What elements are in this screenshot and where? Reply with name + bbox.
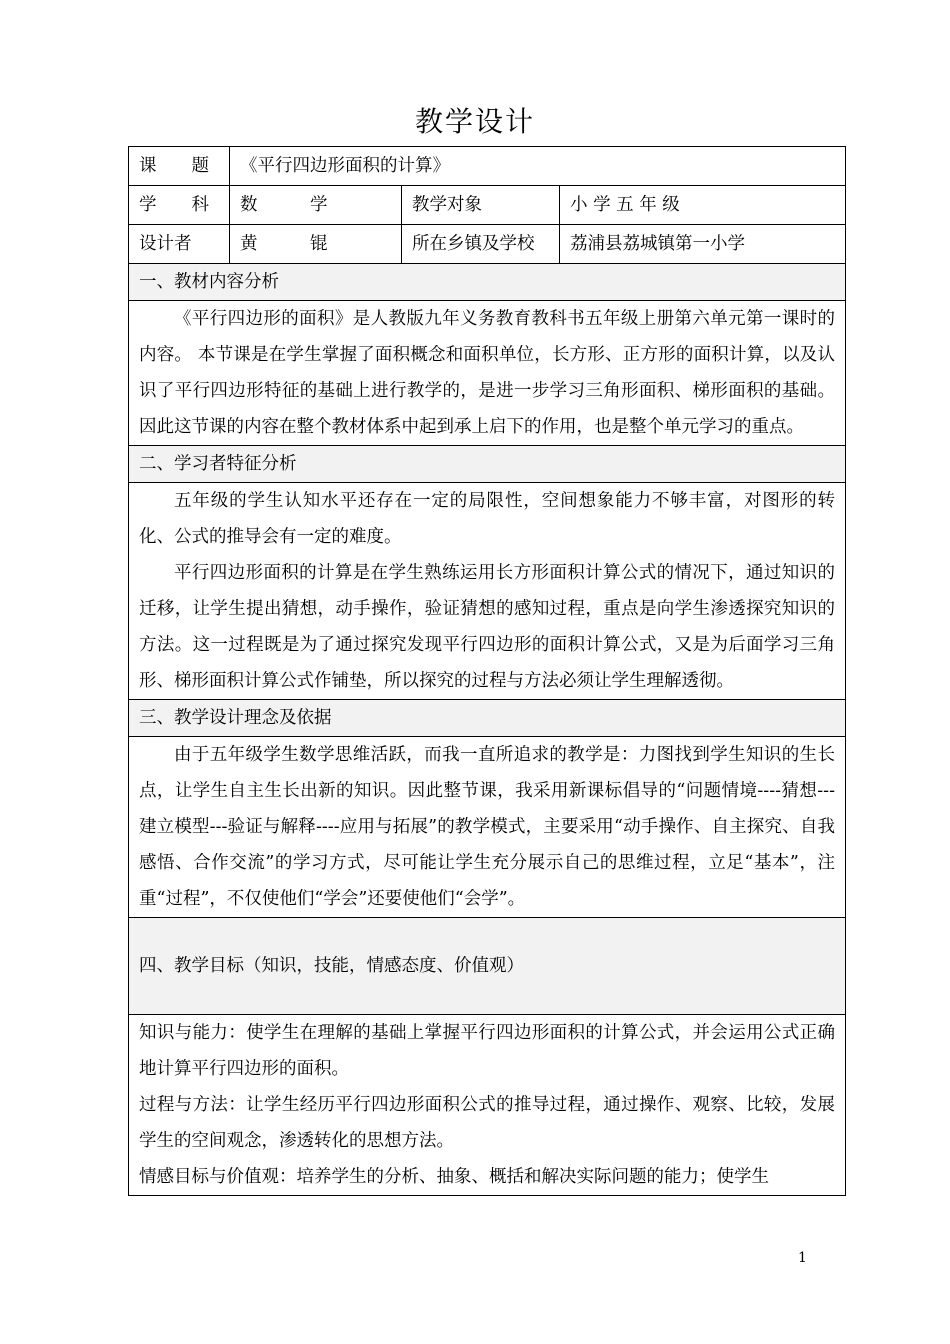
page-number: 1 (798, 1250, 807, 1266)
objective-knowledge: 知识与能力：使学生在理解的基础上掌握平行四边形面积的计算公式，并会运用公式正确地计算平行四边形的面积。 (139, 1023, 835, 1079)
objective-process: 过程与方法：让学生经历平行四边形面积公式的推导过程，通过操作、观察、比较，发展学生的空间观念，渗透转化的思想方法。 (139, 1095, 835, 1151)
section-2-heading: 二、学习者特征分析 (129, 446, 846, 483)
topic-label: 课 题 (129, 147, 230, 186)
section-2-body-row (129, 483, 846, 700)
section-3-body-row (129, 737, 846, 918)
section-3-heading: 三、教学设计理念及依据 (129, 700, 846, 737)
section-4-body (129, 1015, 846, 1196)
section-4-heading-row (129, 918, 846, 1015)
page-title: 教学设计 (414, 105, 535, 138)
section-1-heading: 一、教材内容分析 (129, 264, 846, 301)
section-1-body (129, 301, 846, 446)
subject-label: 学 科 (129, 186, 230, 225)
section-2-body (129, 483, 846, 700)
topic-value: 《平行四边形面积的计算》 (230, 147, 846, 186)
section-2-heading-row (129, 446, 846, 483)
designer-label: 设计者 (129, 225, 230, 264)
section-3-paragraph: 由于五年级学生数学思维活跃，而我一直所追求的教学是：力图找到学生知识的生长点，让学生自主生长出新的知识。因此整节课，我采用新课标倡导的“问题情境----猜想---建立模型---验证与解释----应用与拓展”的教学模式，主要采用“动手操作、自主探究、自我感悟、合作交流”的学习方式，尽可能让学生充分展示自己的思维过程，立足“基本”，注重“过程”，不仅使他们“学会”还要使他们“会学”。 (139, 745, 835, 909)
section-1-body-row (129, 301, 846, 446)
subject-row (129, 186, 846, 225)
section-3-heading-row (129, 700, 846, 737)
section-1-paragraph: 《平行四边形的面积》是人教版九年义务教育教科书五年级上册第六单元第一课时的内容。 本节课是在学生掌握了面积概念和面积单位，长方形、正方形的面积计算，以及认识了平行四边形特征的基础上进行教学的，是进一步学习三角形面积、梯形面积的基础。因此这节课的内容在整个教材体系中起到承上启下的作用，也是整个单元学习的重点。 (139, 309, 835, 437)
section-2-paragraph-2: 平行四边形面积的计算是在学生熟练运用长方形面积计算公式的情况下，通过知识的迁移，让学生提出猜想，动手操作，验证猜想的感知过程，重点是向学生渗透探究知识的方法。这一过程既是为了通过探究发现平行四边形的面积计算公式，又是为后面学习三角形、梯形面积计算公式作铺垫，所以探究的过程与方法必须让学生理解透彻。 (139, 563, 835, 691)
lesson-design-table (128, 146, 846, 1196)
section-2-paragraph-1: 五年级的学生认知水平还存在一定的局限性，空间想象能力不够丰富，对图形的转化、公式的推导会有一定的难度。 (139, 491, 835, 547)
section-3-body (129, 737, 846, 918)
school-label: 所在乡镇及学校 (402, 225, 560, 264)
topic-row (129, 147, 846, 186)
designer-value: 黄 锟 (230, 225, 402, 264)
school-value: 荔浦县荔城镇第一小学 (560, 225, 846, 264)
audience-value: 小 学 五 年 级 (560, 186, 846, 225)
section-1-heading-row (129, 264, 846, 301)
designer-row (129, 225, 846, 264)
subject-value: 数 学 (230, 186, 402, 225)
section-4-heading: 四、教学目标（知识，技能，情感态度、价值观） (129, 918, 846, 1015)
section-4-body-row (129, 1015, 846, 1196)
objective-emotion: 情感目标与价值观：培养学生的分析、抽象、概括和解决实际问题的能力；使学生 (139, 1167, 769, 1187)
audience-label: 教学对象 (402, 186, 560, 225)
